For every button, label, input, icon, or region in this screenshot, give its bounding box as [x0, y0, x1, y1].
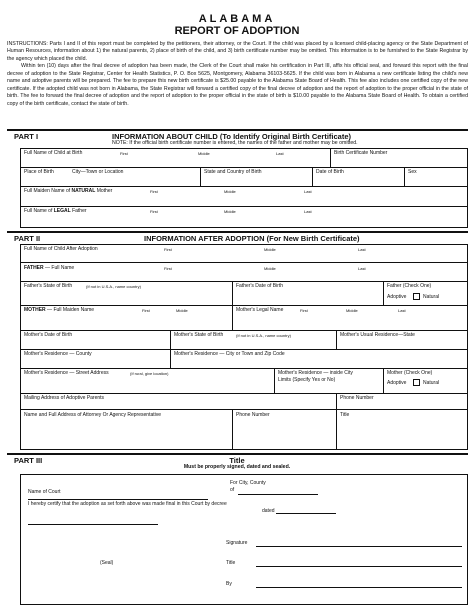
child-birth-name-label[interactable]: Full Name of Child at Birth [24, 150, 83, 156]
seal-label: (Seal) [100, 560, 114, 566]
mother-check-one-label: Mother (Check One) [387, 370, 433, 376]
mother-residence-city-label[interactable]: Mother's Residence — City or Town and Zip Code [174, 351, 285, 357]
state-country-birth-label[interactable]: State and Country of Birth [204, 169, 262, 175]
sex-label[interactable]: Sex [408, 169, 417, 175]
mother-street-address-label[interactable]: Mother's Residence — Street Address [24, 370, 109, 376]
part1-top-rule [7, 129, 468, 131]
part2-cell-divider [232, 409, 233, 450]
middle-sublabel: Middle [176, 308, 188, 313]
part2-row-divider [20, 305, 468, 306]
father-state-of-birth-label[interactable]: Father's State of Birth [24, 283, 73, 289]
part1-cell-divider [330, 148, 331, 167]
middle-sublabel: Middle [264, 247, 276, 252]
country-note: (If not in U.S.A., name country) [86, 284, 141, 289]
part2-row-divider [20, 368, 468, 369]
birth-certificate-number-label[interactable]: Birth Certificate Number [334, 150, 388, 156]
attorney-title-label[interactable]: Title [340, 412, 350, 418]
for-city-county-label: For City, County [230, 480, 266, 486]
phone-number-label[interactable]: Phone Number [340, 395, 374, 401]
first-sublabel: First [150, 209, 158, 214]
father-date-of-birth-label[interactable]: Father's Date of Birth [236, 283, 284, 289]
part2-cell-divider [336, 409, 337, 450]
father-adoptive-checkbox[interactable] [413, 293, 420, 300]
middle-sublabel: Middle [346, 308, 358, 313]
first-sublabel: First [150, 189, 158, 194]
instructions-paragraph-2: Within ten (10) days after the final decree of adoption has been made, the Clerk of the Court shall make his certification in Part III, affix his official seal, and forward this report with the final decree of adoption to the State Registrar, Center for Health Statistics, P. O. Box 5625, Montgomery, Alabama 36103-5625. If the child was born in Alabama a new certificate listing the child's new name and adoptive parents will be prepared. The fee to prepare this new birth certificate is $25.00 payable to the Alabama State Board of Health. This fee also includes one certified copy of the new certificate. If the adopted child was not born in Alabama, the State Registrar will forward a certified copy of the final decree of adoption and the report of adoption to the proper official in the state of birth. The fee to forward the final decree of adoption and the report of adoption to the proper official in the state of birth is $10.00 payable to the Alabama State Board of Health. To obtain a certified copy of the birth certificate, contact the state of birth. [7, 63, 468, 107]
inside-city-limits-note: Limits (Specify Yes or No) [278, 377, 336, 383]
signature-field[interactable] [256, 546, 462, 547]
part1-note: NOTE: If the official birth certificate number is entered, the names of the father and mother may be omitted. [112, 140, 358, 146]
country-note: (If not in U.S.A., name country) [236, 333, 291, 338]
father-full-name-label[interactable]: FATHER — Full Name [24, 265, 75, 271]
signature-label: Signature [226, 540, 248, 546]
instructions [7, 41, 468, 108]
inside-city-limits-label[interactable]: Mother's Residence — inside City [278, 370, 353, 376]
by-label: By [226, 581, 232, 587]
child-after-adoption-name-label[interactable]: Full Name of Child After Adoption [24, 246, 98, 252]
part2-label: PART II [14, 234, 41, 243]
part2-cell-divider [170, 330, 171, 349]
first-sublabel: First [300, 308, 308, 313]
part3-subtitle: Must be properly signed, dated and sealed. [183, 464, 291, 470]
last-sublabel: Last [276, 151, 284, 156]
mother-maiden-name-label[interactable]: MOTHER — Full Maiden Name [24, 307, 95, 313]
middle-sublabel: Middle [224, 189, 236, 194]
middle-sublabel: Middle [224, 209, 236, 214]
part2-cell-divider [232, 281, 233, 305]
part2-row-divider [20, 349, 468, 350]
name-of-court-label: Name of Court [28, 489, 61, 495]
last-sublabel: Last [304, 209, 312, 214]
part1-title: INFORMATION ABOUT CHILD (To Identify Original Birth Certificate) [112, 132, 352, 141]
mother-date-of-birth-label[interactable]: Mother's Date of Birth [24, 332, 73, 338]
father-natural-label: Natural [423, 294, 440, 300]
clerk-title-field[interactable] [256, 566, 462, 567]
of-label: of [230, 487, 235, 493]
natural-mother-name-label[interactable]: Full Maiden Name of NATURAL Mother [24, 188, 113, 194]
last-sublabel: Last [358, 247, 366, 252]
part2-top-rule [7, 231, 468, 233]
father-check-one-label: Father (Check One) [387, 283, 432, 289]
part2-row-divider [20, 281, 468, 282]
part3-title: Title [229, 456, 245, 465]
mother-residence-county-label[interactable]: Mother's Residence — County [24, 351, 92, 357]
part1-cell-divider [404, 167, 405, 186]
rural-note: (If rural, give location) [130, 371, 169, 376]
part2-cell-divider [274, 368, 275, 393]
mother-state-of-birth-label[interactable]: Mother's State of Birth [174, 332, 224, 338]
part1-row-divider [20, 186, 468, 187]
mother-natural-label: Natural [423, 380, 440, 386]
part1-row-divider [20, 167, 468, 168]
mother-usual-residence-label[interactable]: Mother's Usual Residence—State [340, 332, 415, 338]
dated-field[interactable] [276, 513, 336, 514]
city-town-label: City—Town or Location [72, 169, 124, 175]
part2-cell-divider [336, 393, 337, 409]
legal-father-name-label[interactable]: Full Name of LEGAL Father [24, 208, 87, 214]
certify-statement: I hereby certify that the adoption as set forth above was made final in this Court by decree [28, 501, 227, 507]
part2-cell-divider [232, 305, 233, 330]
attorney-label[interactable]: Name and Full Address of Attorney Or Agency Representative [24, 412, 162, 418]
instructions-paragraph-1: INSTRUCTIONS: Parts I and II of this report must be completed by the petitioners, their attorney, or the Court. If the child was placed by a licensed child-placing agency or the State Department of Human Resources, information about 1) the natural parents, 2) place of birth of the child, and 3) birth certificate number may be omitted. This information is to be furnished to the State Registrar by the agency which placed the child. [7, 41, 468, 62]
of-field[interactable] [238, 494, 318, 495]
part2-cell-divider [336, 330, 337, 349]
clerk-title-label: Title [226, 560, 236, 566]
part2-cell-divider [383, 281, 384, 305]
mailing-address-label[interactable]: Mailing Address of Adoptive Parents [24, 395, 105, 401]
first-sublabel: First [164, 247, 172, 252]
part2-grid [20, 244, 468, 450]
middle-sublabel: Middle [264, 266, 276, 271]
first-sublabel: First [120, 151, 128, 156]
first-sublabel: First [164, 266, 172, 271]
part1-label: PART I [14, 132, 39, 141]
father-adoptive-label: Adoptive [387, 294, 407, 300]
part3-top-rule [7, 453, 468, 455]
last-sublabel: Last [358, 266, 366, 271]
part3-label: PART III [14, 456, 43, 465]
first-sublabel: First [142, 308, 150, 313]
middle-sublabel: Middle [198, 151, 210, 156]
place-of-birth-label[interactable]: Place of Birth [24, 169, 54, 175]
dated-label: dated [262, 508, 275, 514]
state-heading: ALABAMA [198, 13, 276, 25]
part2-row-divider [20, 262, 468, 263]
attorney-phone-label[interactable]: Phone Number [236, 412, 270, 418]
name-of-court-field[interactable] [28, 499, 208, 500]
last-sublabel: Last [398, 308, 406, 313]
mother-adoptive-label: Adoptive [387, 380, 407, 386]
date-of-birth-label[interactable]: Date of Birth [316, 169, 344, 175]
form-title: REPORT OF ADOPTION [174, 25, 300, 37]
part2-row-divider [20, 393, 468, 394]
by-field[interactable] [256, 587, 462, 588]
part2-cell-divider [383, 368, 384, 393]
decree-field[interactable] [28, 524, 158, 525]
part2-title: INFORMATION AFTER ADOPTION (For New Birth Certificate) [144, 234, 360, 243]
part1-cell-divider [200, 167, 201, 186]
mother-adoptive-checkbox[interactable] [413, 379, 420, 386]
part1-row-divider [20, 206, 468, 207]
part1-cell-divider [312, 167, 313, 186]
part2-cell-divider [170, 349, 171, 368]
mother-legal-name-label[interactable]: Mother's Legal Name [236, 307, 284, 313]
last-sublabel: Last [304, 189, 312, 194]
part2-row-divider [20, 409, 468, 410]
part2-row-divider [20, 330, 468, 331]
